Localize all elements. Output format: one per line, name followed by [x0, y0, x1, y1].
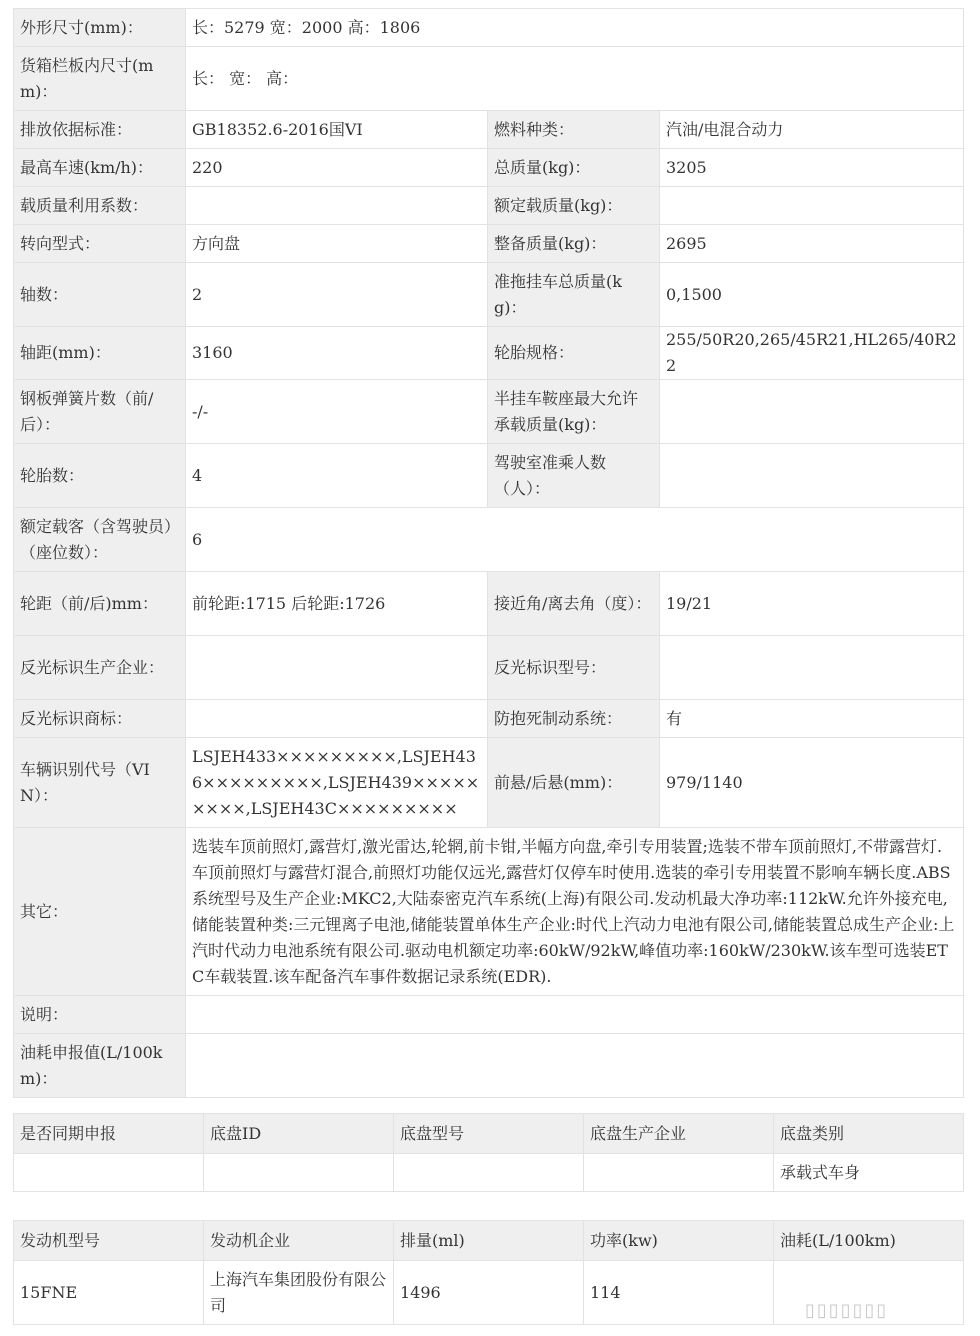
chassis-cell [394, 1154, 584, 1192]
wheelbase-value: 3160 [186, 327, 488, 380]
engine-header-cell: 油耗(L/100km) [774, 1221, 964, 1261]
track-label: 轮距（前/后)mm： [14, 572, 186, 636]
dimensions-value: 长：5279 宽：2000 高：1806 [186, 9, 964, 47]
fuel-consumption-value [186, 1034, 964, 1098]
spec-row [14, 149, 964, 187]
reflector-brand-label: 反光标识商标： [14, 700, 186, 738]
chassis-header-cell: 底盘生产企业 [584, 1114, 774, 1154]
reflector-brand-value [186, 700, 488, 738]
load-coef-value [186, 187, 488, 225]
rated-load-value [660, 187, 964, 225]
total-mass-value: 3205 [660, 149, 964, 187]
engine-header-cell: 排量(ml) [394, 1221, 584, 1261]
chassis-header-cell: 底盘型号 [394, 1114, 584, 1154]
chassis-cell [14, 1154, 204, 1192]
angle-value: 19/21 [660, 572, 964, 636]
trailer-mass-value: 0,1500 [660, 263, 964, 327]
cargo-box-value: 长： 宽： 高： [186, 47, 964, 111]
engine-header-row [14, 1221, 964, 1261]
spec-row [14, 828, 964, 996]
spec-row [14, 572, 964, 636]
steering-value: 方向盘 [186, 225, 488, 263]
fuel-label: 燃料种类： [488, 111, 660, 149]
spec-row [14, 1034, 964, 1098]
axles-value: 2 [186, 263, 488, 327]
track-value: 前轮距:1715 后轮距:1726 [186, 572, 488, 636]
angle-label: 接近角/离去角（度）： [488, 572, 660, 636]
reflector-maker-label: 反光标识生产企业： [14, 636, 186, 700]
chassis-cell [584, 1154, 774, 1192]
note-label: 说明： [14, 996, 186, 1034]
spec-row [14, 636, 964, 700]
vin-label: 车辆识别代号（VIN）： [14, 738, 186, 828]
spec-row [14, 263, 964, 327]
fuel-consumption-label: 油耗申报值(L/100km)： [14, 1034, 186, 1098]
max-speed-value: 220 [186, 149, 488, 187]
chassis-header-cell: 底盘ID [204, 1114, 394, 1154]
engine-header-cell: 发动机企业 [204, 1221, 394, 1261]
leaf-spring-value: -/- [186, 380, 488, 444]
engine-power-cell: 114 [584, 1261, 774, 1325]
spec-row [14, 187, 964, 225]
spec-row [14, 996, 964, 1034]
emission-label: 排放依据标准： [14, 111, 186, 149]
curb-mass-label: 整备质量(kg)： [488, 225, 660, 263]
max-speed-label: 最高车速(km/h)： [14, 149, 186, 187]
leaf-spring-label: 钢板弹簧片数（前/后）： [14, 380, 186, 444]
fuel-value: 汽油/电混合动力 [660, 111, 964, 149]
chassis-type-cell: 承载式车身 [774, 1154, 964, 1192]
chassis-header-row [14, 1114, 964, 1154]
steering-label: 转向型式： [14, 225, 186, 263]
note-value [186, 996, 964, 1034]
tire-count-value: 4 [186, 444, 488, 508]
engine-displacement-cell: 1496 [394, 1261, 584, 1325]
abs-value: 有 [660, 700, 964, 738]
curb-mass-value: 2695 [660, 225, 964, 263]
saddle-load-value [660, 380, 964, 444]
total-mass-label: 总质量(kg)： [488, 149, 660, 187]
spec-row [14, 700, 964, 738]
tire-count-label: 轮胎数： [14, 444, 186, 508]
vin-value: LSJEH433×××××××××,LSJEH436×××××××××,LSJEH439×××××××××,LSJEH43C××××××××× [186, 738, 488, 828]
saddle-load-label: 半挂车鞍座最大允许承载质量(kg)： [488, 380, 660, 444]
chassis-table [13, 1113, 964, 1192]
reflector-model-label: 反光标识型号： [488, 636, 660, 700]
abs-label: 防抱死制动系统： [488, 700, 660, 738]
reflector-model-value [660, 636, 964, 700]
watermark: ▯▯▯▯▯▯▯ [805, 1300, 889, 1321]
spec-row [14, 47, 964, 111]
chassis-header-cell: 是否同期申报 [14, 1114, 204, 1154]
vehicle-spec-table [13, 8, 964, 1098]
tire-spec-label: 轮胎规格： [488, 327, 660, 380]
rated-passengers-label: 额定载客（含驾驶员）（座位数）： [14, 508, 186, 572]
other-label: 其它： [14, 828, 186, 996]
engine-company-cell: 上海汽车集团股份有限公司 [204, 1261, 394, 1325]
cargo-box-label: 货箱栏板内尺寸(mm)： [14, 47, 186, 111]
rated-load-label: 额定载质量(kg)： [488, 187, 660, 225]
overhang-label: 前悬/后悬(mm)： [488, 738, 660, 828]
cab-persons-label: 驾驶室准乘人数（人）： [488, 444, 660, 508]
overhang-value: 979/1140 [660, 738, 964, 828]
emission-value: GB18352.6-2016国VI [186, 111, 488, 149]
spec-row [14, 9, 964, 47]
spec-row [14, 111, 964, 149]
rated-passengers-value: 6 [186, 508, 964, 572]
other-value: 选装车顶前照灯,露营灯,激光雷达,轮辋,前卡钳,半幅方向盘,牵引专用装置;选装不带车顶前照灯,不带露营灯.车顶前照灯与露营灯混合,前照灯功能仅远光,露营灯仅停车时使用.选装的牵引专用装置不影响车辆长度.ABS系统型号及生产企业:MKC2,大陆泰密克汽车系统(上海)有限公司.发动机最大净功率:112kW.允许外接充电,储能装置种类:三元锂离子电池,储能装置单体生产企业:时代上汽动力电池有限公司,储能装置总成生产企业:上汽时代动力电池系统有限公司.驱动电机额定功率:60kW/92kW,峰值功率:160kW/230kW.该车型可选装ETC车载装置.该车配备汽车事件数据记录系统(EDR). [186, 828, 964, 996]
tire-spec-value: 255/50R20,265/45R21,HL265/40R22 [660, 327, 964, 380]
cab-persons-value [660, 444, 964, 508]
spec-row [14, 508, 964, 572]
reflector-maker-value [186, 636, 488, 700]
axles-label: 轴数： [14, 263, 186, 327]
chassis-cell [204, 1154, 394, 1192]
chassis-header-cell: 底盘类别 [774, 1114, 964, 1154]
spec-row [14, 444, 964, 508]
spec-row [14, 225, 964, 263]
load-coef-label: 载质量利用系数： [14, 187, 186, 225]
wheelbase-label: 轴距(mm)： [14, 327, 186, 380]
engine-header-cell: 功率(kw) [584, 1221, 774, 1261]
spec-row [14, 380, 964, 444]
engine-model-cell: 15FNE [14, 1261, 204, 1325]
dimensions-label: 外形尺寸(mm)： [14, 9, 186, 47]
chassis-data-row [14, 1154, 964, 1192]
trailer-mass-label: 准拖挂车总质量(kg)： [488, 263, 660, 327]
spec-row [14, 327, 964, 380]
spec-row [14, 738, 964, 828]
engine-header-cell: 发动机型号 [14, 1221, 204, 1261]
